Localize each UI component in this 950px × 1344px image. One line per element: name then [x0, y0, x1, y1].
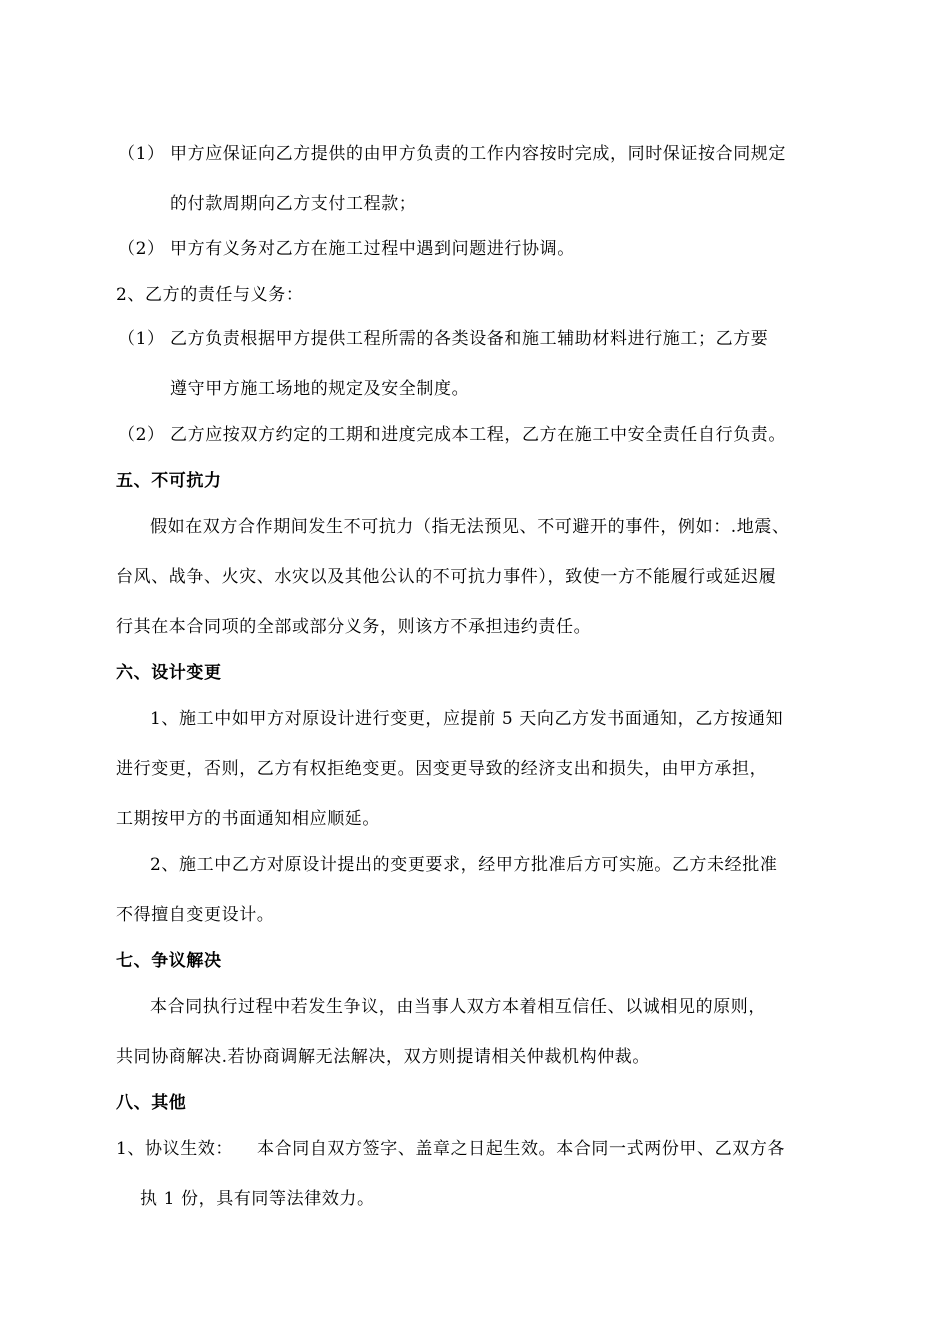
clause-party-a-1-cont: 的付款周期向乙方支付工程款； — [170, 194, 417, 214]
section-heading-dispute: 七、争议解决 — [116, 951, 222, 971]
paragraph-line: 1、施工中如甲方对原设计进行变更，应提前 5 天向乙方发书面通知，乙方按通知 — [150, 709, 784, 729]
party-b-duties-title: 2、乙方的责任与义务： — [116, 285, 304, 305]
clause-party-a-2 — [118, 238, 575, 260]
paragraph-line: 本合同执行过程中若发生争议，由当事人双方本着相互信任、以诚相见的原则， — [150, 997, 766, 1017]
clause-party-a-1 — [118, 143, 786, 165]
line-text: 甲方有义务对乙方在施工过程中遇到问题进行协调。 — [170, 239, 575, 259]
clause-party-b-1-cont: 遵守甲方施工场地的规定及安全制度。 — [170, 379, 470, 399]
paragraph-line: 假如在双方合作期间发生不可抗力（指无法预见、不可避开的事件，例如：.地震、 — [150, 517, 790, 537]
line-text: 乙方负责根据甲方提供工程所需的各类设备和施工辅助材料进行施工；乙方要 — [170, 329, 769, 349]
section-heading-other: 八、其他 — [116, 1093, 187, 1113]
line-text: 甲方应保证向乙方提供的由甲方负责的工作内容按时完成，同时保证按合同规定 — [170, 144, 786, 164]
paragraph-line: 进行变更，否则，乙方有权拒绝变更。因变更导致的经济支出和损失，由甲方承担， — [116, 759, 768, 779]
item-number: （1） — [118, 144, 165, 164]
section-heading-design-change: 六、设计变更 — [116, 663, 222, 683]
paragraph-line: 台风、战争、火灾、水灾以及其他公认的不可抗力事件），致使一方不能履行或延迟履 — [116, 567, 777, 587]
clause-party-b-1 — [118, 328, 768, 350]
item-number: （2） — [118, 425, 165, 445]
paragraph-line: 1、协议生效： 本合同自双方签字、盖章之日起生效。本合同一式两份甲、乙双方各 — [116, 1139, 786, 1159]
clause-party-b-2 — [118, 424, 786, 446]
item-number: （2） — [118, 239, 165, 259]
paragraph-line: 不得擅自变更设计。 — [116, 905, 275, 925]
paragraph-line: 执 1 份，具有同等法律效力。 — [140, 1189, 375, 1209]
section-heading-force-majeure: 五、不可抗力 — [116, 471, 222, 491]
paragraph-line: 工期按甲方的书面通知相应顺延。 — [116, 809, 380, 829]
item-number: （1） — [118, 329, 165, 349]
paragraph-line: 共同协商解决.若协商调解无法解决，双方则提请相关仲裁机构仲裁。 — [116, 1047, 651, 1067]
paragraph-line: 2、施工中乙方对原设计提出的变更要求，经甲方批准后方可实施。乙方未经批准 — [150, 855, 778, 875]
line-text: 乙方应按双方约定的工期和进度完成本工程，乙方在施工中安全责任自行负责。 — [170, 425, 786, 445]
paragraph-line: 行其在本合同项的全部或部分义务，则该方不承担违约责任。 — [116, 617, 592, 637]
